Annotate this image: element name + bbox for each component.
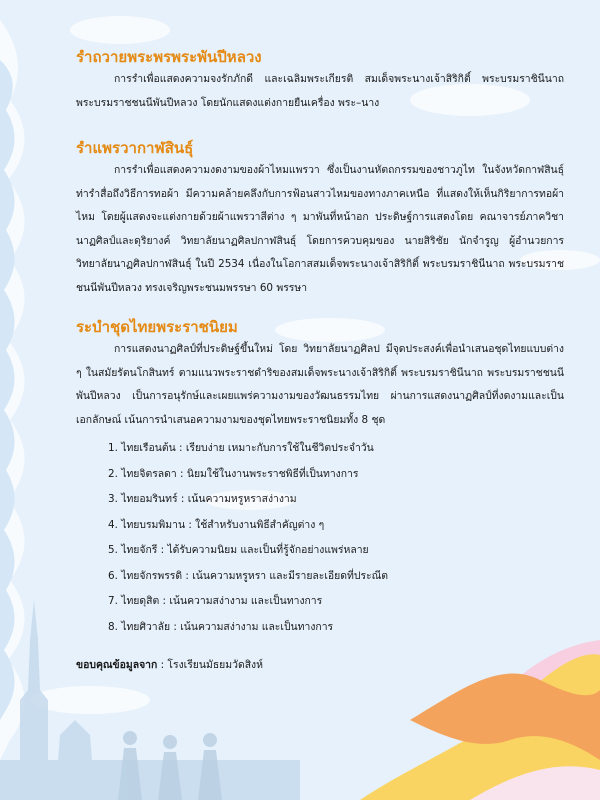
article-content <box>76 46 564 676</box>
list-item: 3. ไทยอมรินทร์ : เน้นความหรูหราสง่างาม <box>108 493 297 505</box>
list-item: 6. ไทยจักรพรรดิ : เน้นความหรูหรา และมีรายละเอียดที่ประณีต <box>108 569 388 582</box>
list-item: 2. ไทยจิตรลดา : นิยมใช้ในงานพระราชพิธีที่เป็นทางการ <box>108 467 359 480</box>
section-title: ระบำชุดไทยพระราชนิยม <box>76 318 238 336</box>
credit-line <box>76 654 564 676</box>
list-item: 1. ไทยเรือนต้น : เรียบง่าย เหมาะกับการใช้ในชีวิตประจำวัน <box>108 442 374 454</box>
list-item: 8. ไทยศิวาลัย : เน้นความสง่างาม และเป็นทางการ <box>108 620 334 633</box>
section-ram-thawai-phraphon <box>76 46 564 115</box>
section-body: การรำเพื่อแสดงความงดงามของผ้าไหมแพรวา ซึ่งเป็นงานหัตถกรรมของชาวภูไท ในจังหวัดกาฬสินธุ์ ท่ารำสื่อถึงวิธีการทอผ้า มีความคล้ายคลึงกับการฟ้อนสาวไหมของทางภาคเหนือ ที่แสดงให้เห็นกิริยาการทอผ้าไหม โดยผู้แสดงจะแต่งกายด้วยผ้าแพรวาสีต่าง ๆ มาพันที่หน้าอก ประดิษฐ์การแสดงโดย คณาจารย์ภาควิชานาฏศิลป์และดุริยางค์ วิทยาลัยนาฏศิลปกาฬสินธุ์ โดยการควบคุมของ นายสิริชัย นักจำรูญ ผู้อำนวยการวิทยาลัยนาฏศิลปกาฬสินธุ์ ในปี 2534 เนื่องในโอกาสสมเด็จพระนางเจ้าสิริกิติ์ พระบรมราชินีนาถ พระบรมราชชนนีพันปีหลวง ทรงเจริญพระชนมพรรษา 60 พรรษา <box>76 164 564 294</box>
section-body: การแสดงนาฏศิลป์ที่ประดิษฐ์ขึ้นใหม่ โดย วิทยาลัยนาฏศิลป มีจุดประสงค์เพื่อนำเสนอชุดไทยแบบต่าง ๆ ในสมัยรัตนโกสินทร์ ตามแนวพระราชดำริของสมเด็จพระนางเจ้าสิริกิติ์ พระบรมราชินีนาถ พระบรมราชชนนีพันปีหลวง เป็นการอนุรักษ์และเผยแพร่ความงามของวัฒนธรรมไทย ผ่านการแสดงนาฏศิลป์ที่งดงามและเป็นเอกลักษณ์ เน้นการนำเสนอความงามของชุดไทยพระราชนิยมทั้ง 8 ชุด <box>76 343 564 426</box>
credit-label: ขอบคุณข้อมูลจาก <box>76 659 158 671</box>
list-item: 7. ไทยดุสิต : เน้นความสง่างาม และเป็นทางการ <box>108 595 323 607</box>
section-ram-praewa-kalasin <box>76 137 564 300</box>
dancer-silhouettes <box>118 731 222 800</box>
section-rabam-chut-thai <box>76 316 564 432</box>
section-title: รำแพรวากาฬสินธุ์ <box>76 139 194 157</box>
thai-dress-list <box>76 436 564 640</box>
section-title: รำถวายพระพรพระพันปีหลวง <box>76 48 262 66</box>
list-item: 4. ไทยบรมพิมาน : ใช้สำหรับงานพิธีสำคัญต่าง ๆ <box>108 518 325 531</box>
list-item: 5. ไทยจักรี : ได้รับความนิยม และเป็นที่รู้จักอย่างแพร่หลาย <box>108 544 369 556</box>
credit-source: : โรงเรียนมัธยมวัดสิงห์ <box>157 659 263 671</box>
section-body: การรำเพื่อแสดงความจงรักภักดี และเฉลิมพระเกียรติ สมเด็จพระนางเจ้าสิริกิติ์ พระบรมราชินีนาถ พระบรมราชชนนีพันปีหลวง โดยนักแสดงแต่งกายยืนเครื่อง พระ–นาง <box>76 73 564 109</box>
thai-pattern-border <box>0 20 25 760</box>
